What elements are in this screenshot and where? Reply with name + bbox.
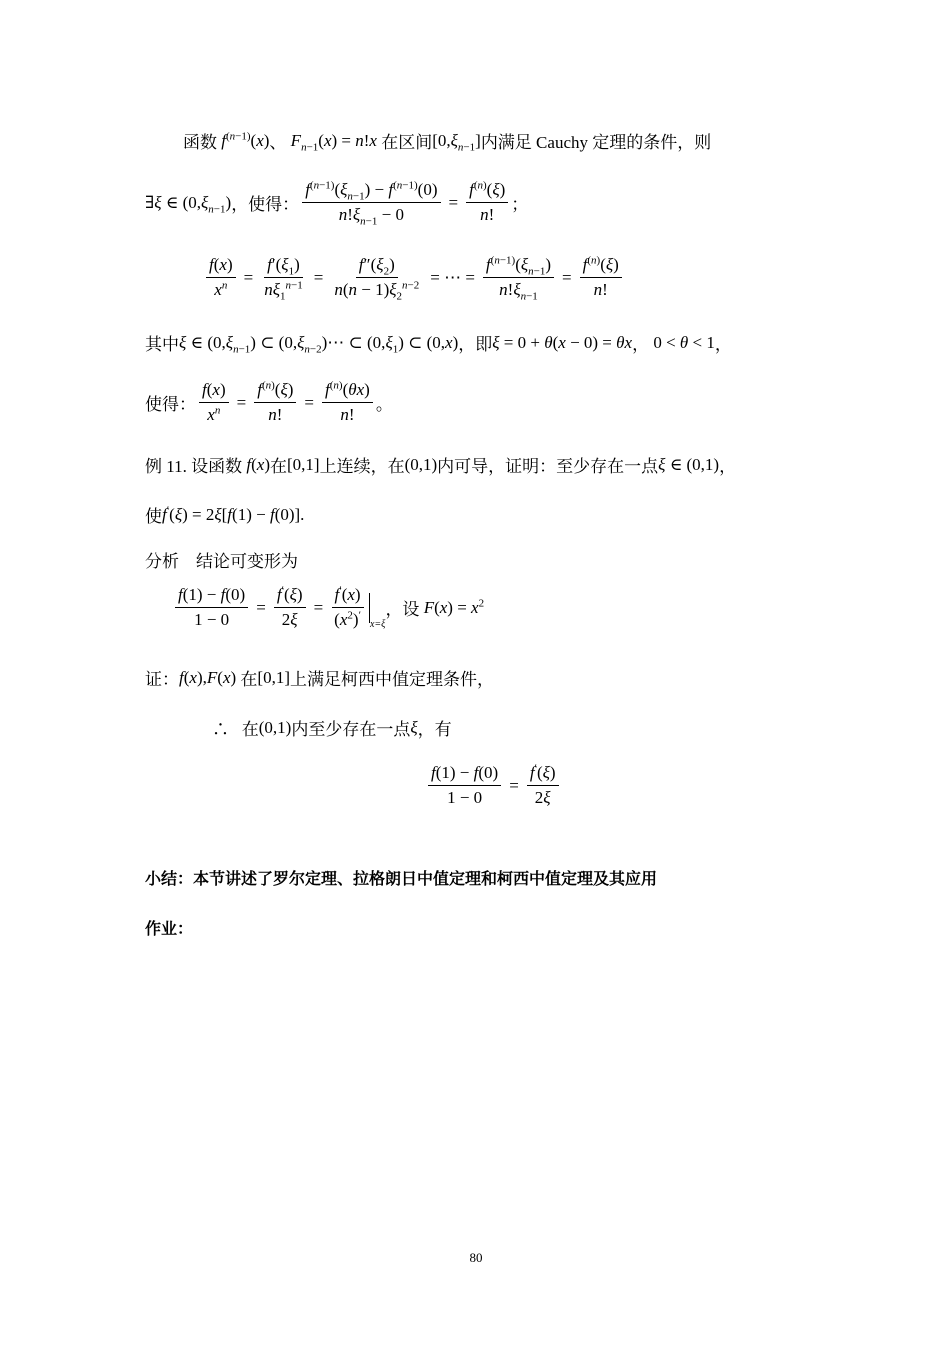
fraction: $\frac{f'(x)}{(x^2)'}$ bbox=[331, 585, 364, 630]
math: $F(x) = x^2$ bbox=[423, 596, 485, 617]
fraction: $\frac{f''(\xi_2)}{n(n - 1)\xi_2^{n-2}}$ bbox=[334, 255, 420, 303]
line-8 bbox=[145, 547, 298, 572]
math: ξ ∈ $(0,\xi_{n-1})$ ⊂ $(0,\xi_{n-2})\cdots$ ⊂ $(0,\xi_1)$ ⊂ (0,x) bbox=[179, 332, 459, 355]
math: f(x),F(x) bbox=[179, 667, 241, 687]
summary: 小结：本节讲述了罗尔定理、拉格朗日中值定理和柯西中值定理及其应用 bbox=[145, 869, 658, 888]
text: 其中 bbox=[145, 335, 179, 354]
text: 在 bbox=[240, 670, 258, 689]
text: 内可导，证明：至少存在一点 bbox=[437, 457, 659, 476]
math: $F_{n-1}(x) = n!x$ bbox=[290, 130, 377, 153]
fraction: $\frac{f(x)}{x^n}$ bbox=[206, 255, 236, 300]
math: $f^{(n-1)}(x)$ bbox=[221, 129, 270, 150]
fraction: $\frac{f^{(n)}(\xi)}{n!}$ bbox=[580, 255, 622, 300]
text: 、 bbox=[269, 133, 287, 152]
text: 。 bbox=[375, 395, 393, 414]
text: ，设 bbox=[385, 600, 420, 619]
text: ，使得： bbox=[231, 195, 300, 214]
text: ； bbox=[511, 195, 529, 214]
line-9: $\frac{f(1) - f(0)}{1 - 0}$ = $\frac{f'(\xi)}{2\xi}$ = $\frac{f'(x)}{(x^2)'}$ x=ξ ，设 $F(x) = x^2$ bbox=[172, 585, 484, 630]
math: (0,1) bbox=[404, 454, 438, 474]
eval-subscript: x=ξ bbox=[369, 619, 386, 630]
text: 上满足柯西中值定理条件， bbox=[289, 670, 494, 689]
text: 使得： bbox=[145, 395, 196, 414]
math: ξ ∈ (0,1) bbox=[658, 454, 720, 474]
math: [0,1] bbox=[257, 667, 290, 687]
text: 上连续，在 bbox=[319, 457, 405, 476]
text: ， bbox=[714, 335, 732, 354]
text: ∴ 在 bbox=[212, 720, 259, 739]
math: ξ = 0 + θ(x − 0) = θx bbox=[492, 332, 633, 352]
text: ， bbox=[632, 335, 650, 354]
line-10 bbox=[145, 665, 494, 690]
fraction: $\frac{f'(\xi_1)}{n\xi_1^{n-1}}$ bbox=[264, 255, 303, 303]
fraction: $\frac{f(1) - f(0)}{1 - 0}$ bbox=[175, 585, 248, 630]
line-3: $\frac{f(x)}{x^n}$ = $\frac{f'(\xi_1)}{n\xi_1^{n-1}}$ = $\frac{f''(\xi_2)}{n(n - 1)\xi_2^{n-2}}$ = ⋯ = $\frac{f^{(n-1)}(\xi_{n-1})}{n!\xi_{n-1}}$ = $\frac{f^{(n)}(\xi)}{n!}$ bbox=[203, 255, 625, 300]
line-12: $\frac{f(1) - f(0)}{1 - 0}$ = $\frac{f'(\xi)}{2\xi}$ bbox=[425, 763, 562, 808]
text: 使 bbox=[145, 507, 162, 526]
line-5: 使得： $\frac{f(x)}{x^n}$ = $\frac{f^{(n)}(\xi)}{n!}$ = $\frac{f^{(n)}(\theta x)}{n!}$ 。 bbox=[145, 379, 393, 424]
fraction: $\frac{f(1) - f(0)}{1 - 0}$ bbox=[428, 763, 501, 808]
line-7 bbox=[145, 502, 304, 527]
math: f(x) bbox=[246, 454, 270, 474]
text: 在区间 bbox=[381, 133, 433, 152]
math: ξ bbox=[410, 717, 418, 737]
text: ， bbox=[719, 457, 737, 476]
fraction: $\frac{f^{(n)}(\xi)}{n!}$ bbox=[466, 180, 508, 225]
text: ，有 bbox=[417, 720, 452, 739]
text: ，即 bbox=[458, 335, 493, 354]
fraction: $\frac{f^{(n-1)}(\xi_{n-1}) - f^{(n-1)}(0)}{n!\xi_{n-1} - 0}$ bbox=[302, 180, 440, 225]
fraction: $\frac{f'(\xi)}{2\xi}$ bbox=[527, 763, 559, 808]
fraction: $\frac{f^{(n-1)}(\xi_{n-1})}{n!\xi_{n-1}}$ bbox=[483, 255, 554, 300]
math: 0 < θ < 1 bbox=[649, 332, 715, 352]
text: 例 11. 设函数 bbox=[145, 457, 243, 476]
fraction: $\frac{f'(\xi)}{2\xi}$ bbox=[274, 585, 306, 630]
text: 函数 bbox=[183, 133, 217, 152]
line-4 bbox=[145, 330, 732, 355]
eval-bar bbox=[369, 593, 370, 623]
fraction: $\frac{f^{(n)}(\theta x)}{n!}$ bbox=[322, 380, 373, 425]
fraction: $\frac{f(x)}{x^n}$ bbox=[199, 380, 229, 425]
text: 在 bbox=[270, 457, 287, 476]
text: 内至少存在一点 bbox=[291, 720, 411, 739]
line-1 bbox=[183, 128, 711, 153]
page-number: 80 bbox=[469, 1250, 483, 1265]
fraction: $\frac{f^{(n)}(\xi)}{n!}$ bbox=[254, 380, 296, 425]
math: $[0,\xi_{n-1}]$ bbox=[432, 130, 481, 153]
math: [0,1] bbox=[287, 454, 320, 474]
text: 分析 结论可变形为 bbox=[145, 552, 298, 571]
math: (0,1) bbox=[258, 717, 292, 737]
text: 证： bbox=[145, 670, 179, 689]
line-6 bbox=[145, 452, 736, 477]
math: f′(ξ) = 2ξ[f(1) − f(0)]. bbox=[162, 503, 305, 524]
homework: 作业： bbox=[145, 919, 194, 938]
math: ∃ξ ∈ $(0,\xi_{n-1})$ bbox=[145, 192, 232, 215]
text: 内满足 Cauchy 定理的条件，则 bbox=[480, 133, 712, 152]
line-2: ∃ξ ∈ $(0,\xi_{n-1})$ ，使得： $\frac{f^{(n-1)}(\xi_{n-1}) - f^{(n-1)}(0)}{n!\xi_{n-1} - 0}$ = $\frac{f^{(n)}(\xi)}{n!}$ ； bbox=[145, 179, 529, 228]
line-11 bbox=[212, 715, 452, 740]
